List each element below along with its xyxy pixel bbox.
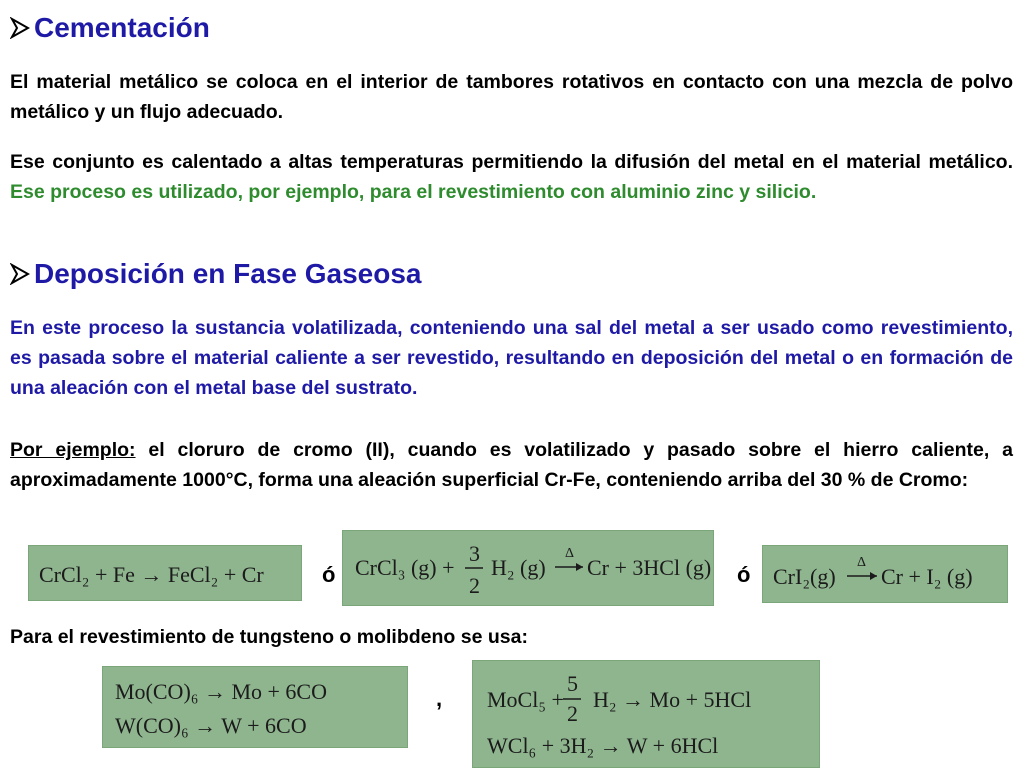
paragraph-tungsteno — [10, 622, 1013, 652]
equation-text: CrCl₂ + Fe → FeCl₂ + Cr — [39, 562, 264, 587]
paragraph-text: El material metálico se coloca en el interior de tambores rotativos en contacto con una mezcla de polvo metálico y un flujo adecuado. — [10, 71, 1013, 123]
paragraph-cementacion-1 — [10, 67, 1013, 127]
equation-text: H₂ → Mo + 5HCl — [593, 687, 752, 712]
delta-symbol: Δ — [857, 555, 867, 570]
equation-text: W(CO)₆ → W + 6CO — [115, 713, 307, 738]
equation-text: Mo(CO)₆ → Mo + 6CO — [115, 679, 327, 704]
paragraph-text: En este proceso la sustancia volatilizada, conteniendo una sal del metal a ser usado como revestimiento, es pasada sobre el material caliente a ser revestido, resultando en deposición del metal o en formación de una aleación con el metal base del sustrato. — [10, 317, 1013, 399]
fraction-denominator: 2 — [567, 701, 578, 726]
section-title-text: Deposición en Fase Gaseosa — [34, 258, 422, 289]
equation-cri2 — [762, 545, 1008, 603]
example-label: Por ejemplo: — [10, 439, 136, 461]
or-separator: ó — [737, 562, 751, 587]
arrow-bullet-icon — [10, 263, 30, 285]
equation-carbonyl — [102, 666, 408, 748]
fraction-denominator: 2 — [469, 573, 480, 598]
paragraph-text: el cloruro de cromo (II), cuando es volatilizado y pasado sobre el hierro caliente, a aproximadamente 1000°C, forma una aleación superficial Cr-Fe, conteniendo arriba del 30 % de Cromo: — [10, 439, 1013, 491]
comma-separator: , — [436, 686, 443, 711]
paragraph-text: Ese conjunto es calentado a altas temperaturas permitiendo la difusión del metal en el material metálico. — [10, 151, 1013, 173]
fraction-numerator: 3 — [469, 541, 480, 566]
equation-crcl3-h2 — [342, 530, 714, 606]
equation-text: Cr + 3HCl (g) — [587, 555, 712, 580]
equation-text: Cr + I₂ (g) — [881, 564, 973, 589]
paragraph-deposicion-1 — [10, 313, 1013, 403]
equation-text: CrCl₃ (g) + — [355, 555, 455, 580]
equation-text: H₂ (g) — [491, 555, 546, 580]
arrow-bullet-icon — [10, 17, 30, 39]
highlighted-text: Ese proceso es utilizado, por ejemplo, para el revestimiento con aluminio zinc y silicio. — [10, 181, 817, 203]
equation-text: WCl₆ + 3H₂ → W + 6HCl — [487, 733, 719, 758]
or-separator: ó — [322, 562, 336, 587]
paragraph-text: Para el revestimiento de tungsteno o molibdeno se usa: — [10, 626, 528, 648]
section-title-text: Cementación — [34, 12, 210, 43]
paragraph-cementacion-2 — [10, 147, 1013, 207]
fraction-numerator: 5 — [567, 671, 578, 696]
equation-chloride-reduction — [472, 660, 820, 768]
delta-symbol: Δ — [565, 546, 575, 561]
section-title-deposicion — [10, 258, 422, 290]
equation-text: MoCl₅ + — [487, 687, 564, 712]
paragraph-example — [10, 435, 1013, 495]
section-title-cementacion — [10, 12, 210, 44]
equation-text: CrI₂(g) — [773, 564, 836, 589]
equation-crcl2-fe — [28, 545, 302, 601]
